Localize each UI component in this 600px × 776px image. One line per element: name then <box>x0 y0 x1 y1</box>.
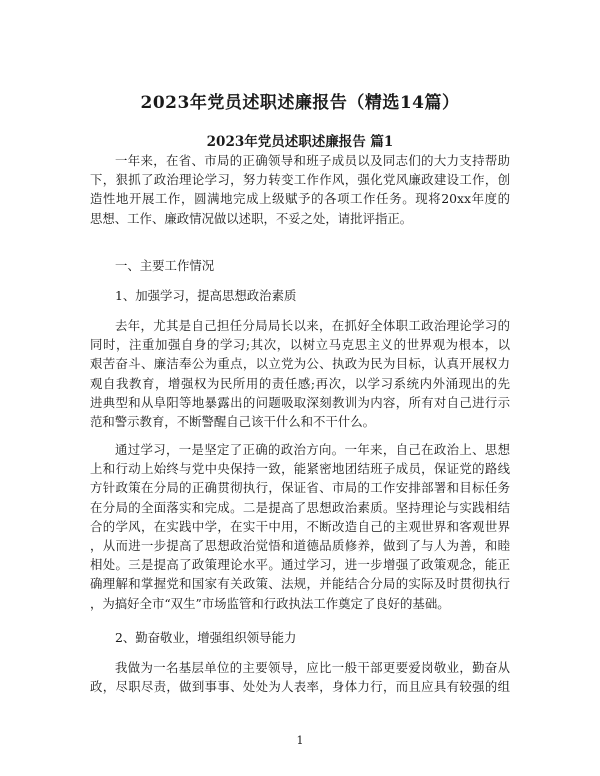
section-title: 2023年党员述职述廉报告 篇1 <box>206 134 394 150</box>
paragraph-line: 下，狠抓了政治理论学习，努力转变工作作风，强化党风廉政建设工作，创 <box>90 172 510 188</box>
paragraph-line: 通过学习，一是坚定了正确的政治方向。一年来，自己在政治上、思想 <box>115 442 510 457</box>
paragraph-study <box>90 316 510 431</box>
paragraph-line: 观自我教育，增强权为民所用的责任感;再次，以学习系统内外涌现出的先 <box>90 375 510 391</box>
intro-paragraph <box>90 151 510 228</box>
paragraph-line: 我做为一名基层单位的主要领导，应比一般干部更要爱岗敬业，勤奋从 <box>115 660 510 675</box>
paragraph-line: 进典型和从阜阳等地暴露出的问题吸取深刻教训为内容，所有对自己进行示 <box>90 394 510 410</box>
paragraph-line: 合的学风，在实践中学，在实干中用，不断改造自己的主观世界和客观世界 <box>90 518 510 534</box>
paragraph-line: 相处。三是提高了政策理论水平。通过学习，进一步增强了政策观念，能正 <box>90 557 510 573</box>
heading-study: 1、加强学习，提高思想政治素质 <box>115 288 297 303</box>
document-title: 2023年党员述职述廉报告（精选14篇） <box>140 93 460 113</box>
paragraph-line: 一年来，在省、市局的正确领导和班子成员以及同志们的大力支持帮助 <box>115 153 510 168</box>
paragraph-diligence <box>90 658 510 696</box>
paragraph-line: 政，尽职尽责，做到事事、处处为人表率，身体力行，而且应具有较强的组 <box>90 679 510 695</box>
paragraph-line: 思想、工作、廉政情况做以述职，不妥之处，请批评指正。 <box>90 210 413 226</box>
paragraph-line: ，为搞好全市“双生”市场监管和行政执法工作奠定了良好的基础。 <box>90 595 450 611</box>
paragraph-line: 在分局的全面落实和完成。二是提高了思想政治素质。坚持理论与实践相结 <box>90 499 510 515</box>
paragraph-study-results <box>90 440 510 613</box>
paragraph-line: 造性地开展工作，圆满地完成上级赋予的各项工作任务。现将20xx年度的 <box>90 191 510 207</box>
heading-main-work: 一、主要工作情况 <box>115 258 215 273</box>
page-number: 1 <box>296 734 304 747</box>
paragraph-line: ，从而进一步提高了思想政治觉悟和道德品质修养，做到了与人为善，和睦 <box>90 538 510 554</box>
paragraph-line: 范和警示教育，不断警醒自己该干什么和不干什么。 <box>90 414 375 430</box>
paragraph-line: 艰苦奋斗、廉洁奉公为重点，以立党为公、执政为民为目标，认真开展权力 <box>90 356 510 372</box>
paragraph-line: 方针政策在分局的正确贯彻执行，保证省、市局的工作安排部署和目标任务 <box>90 480 510 496</box>
paragraph-line: 确理解和掌握党和国家有关政策、法规，并能结合分局的实际及时贯彻执行 <box>90 576 510 592</box>
paragraph-line: 同时，注重加强自身的学习;其次，以树立马克思主义的世界观为根本，以 <box>90 337 510 353</box>
paragraph-line: 上和行动上始终与党中央保持一致，能紧密地团结班子成员，保证党的路线 <box>90 461 510 477</box>
paragraph-line: 去年，尤其是自己担任分局局长以来，在抓好全体职工政治理论学习的 <box>115 318 510 333</box>
heading-diligence: 2、勤奋敬业，增强组织领导能力 <box>115 630 297 645</box>
